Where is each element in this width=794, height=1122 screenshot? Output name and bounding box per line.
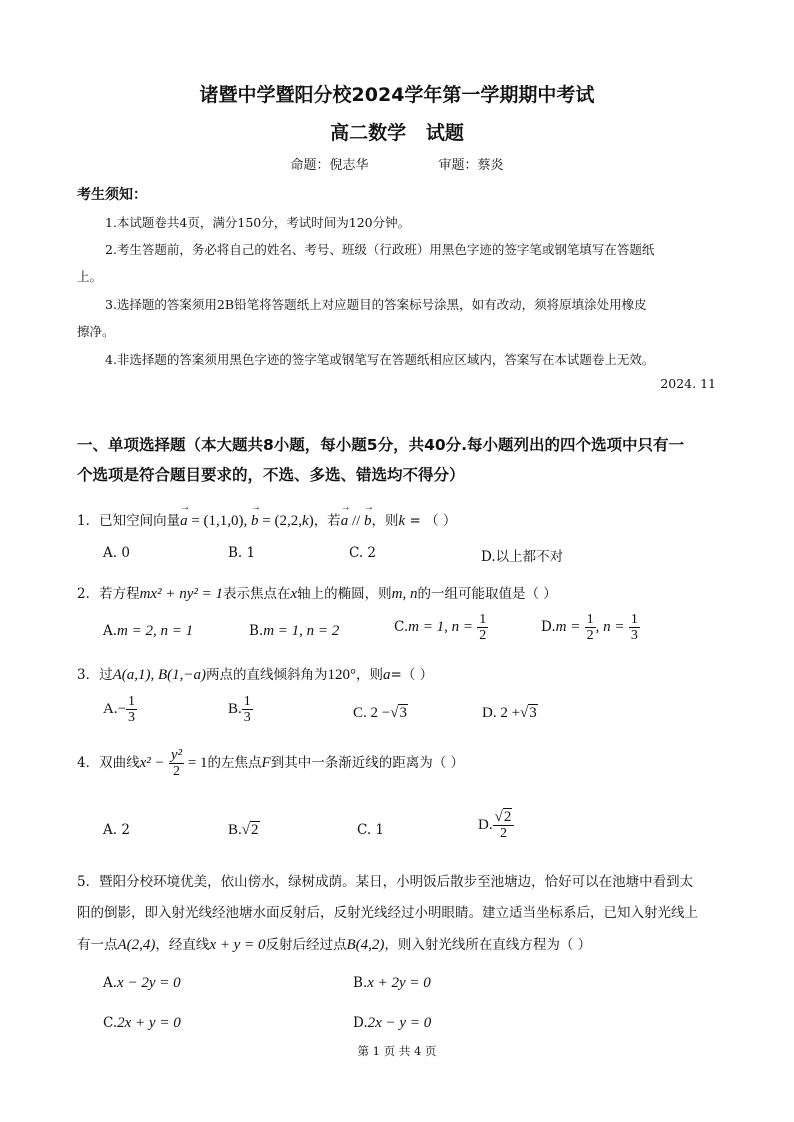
sqrt: √2 xyxy=(241,822,259,838)
section-heading-line1: 一、单项选择题（本大题共8小题，每小题5分，共40分.每小题列出的四个选项中只有一 xyxy=(77,436,685,454)
fraction: $\frac{1}{3}$ xyxy=(243,694,251,725)
author-line xyxy=(0,154,794,173)
question-3: 3．过A(a,1), B(1,−a)两点的直线倾斜角为120°，则a=（ ） xyxy=(77,667,434,683)
notice-item-1: 1.本试题卷共4页，满分150分，考试时间为120分钟。 xyxy=(105,215,411,230)
q1-option-a: A. 0 xyxy=(103,545,130,561)
q5-option-c: C.2x + y = 0 xyxy=(103,1015,181,1031)
notice-item-2-cont: 上。 xyxy=(77,269,103,284)
q5-option-a: A.x − 2y = 0 xyxy=(103,975,181,991)
fraction: $\frac{1}{3}$ xyxy=(128,694,136,725)
q3-option-b: B. $\frac{1}{3}$ xyxy=(228,694,251,725)
author-label: 命题：倪志华 xyxy=(290,158,369,173)
exam-date: 2024. 11 xyxy=(660,376,716,391)
notice-item-3: 3.选择题的答案须用2B铅笔将答题纸上对应题目的答案标号涂黑，如有改动，须将原填涂处用橡皮 xyxy=(105,297,647,312)
fraction: $\frac{√2}{2}$ xyxy=(493,810,515,841)
q1-option-c: C. 2 xyxy=(349,545,377,561)
question-5-line1: 5．暨阳分校环境优美，依山傍水，绿树成荫。某日，小明饭后散步至池塘边，恰好可以在池塘中看到太 xyxy=(77,874,694,890)
sqrt: √3 xyxy=(390,705,407,721)
fraction: $\frac{1}{2}$ xyxy=(586,612,594,643)
q2-option-a: A.m = 2, n = 1 xyxy=(103,623,194,639)
q2-option-d: D.m = $\frac{1}{2}$ , n = $\frac{1}{3}$ xyxy=(541,612,638,643)
question-5-line3: 有一点A(2,4)，经直线x + y = 0反射后经过点B(4,2)，则入射光线所在直线方程为（ ） xyxy=(77,937,592,953)
q2-option-c: C.m = 1, n = $\frac{1}{2}$ xyxy=(394,612,487,643)
q5-option-b: B.x + 2y = 0 xyxy=(353,975,431,991)
question-5-line2: 阳的倒影，即入射光线经池塘水面反射后，反射光线经过小明眼睛。建立适当坐标系后，已知入射光线上 xyxy=(77,905,698,921)
q3-option-d: D. 2 +√3 xyxy=(482,705,537,721)
q4-option-a: A. 2 xyxy=(103,822,130,838)
sqrt: √3 xyxy=(520,705,537,721)
page-footer: 第 1 页 共 4 页 xyxy=(357,1044,437,1058)
reviewer-label: 审题：蔡炎 xyxy=(438,158,504,173)
notice-item-2: 2.考生答题前，务必将自己的姓名、考号、班级（行政班）用黑色字迹的签字笔或钢笔填写在答题纸 xyxy=(105,242,655,257)
exam-subtitle: 高二数学 试题 xyxy=(330,122,464,144)
fraction: $\frac{\text{y²}}{2}$ xyxy=(170,747,183,779)
q3-option-a: A.− $\frac{1}{3}$ xyxy=(103,694,136,725)
notice-item-4: 4.非选择题的答案须用黑色字迹的签字笔或钢笔写在答题纸相应区域内，答案写在本试题卷上无效。 xyxy=(105,352,655,367)
q4-option-d: D. $\frac{√2}{2}$ xyxy=(478,810,514,841)
section-heading-line2: 个选项是符合题目要求的，不选、多选、错选均不得分） xyxy=(77,466,465,484)
q2-option-b: B.m = 1, n = 2 xyxy=(249,623,340,639)
q3-option-c: C. 2 −√3 xyxy=(353,705,407,721)
exam-title: 诸暨中学暨阳分校2024学年第一学期期中考试 xyxy=(199,84,595,106)
q4-option-b: B.√2 xyxy=(228,822,259,838)
q1-option-d: D.以上都不对 xyxy=(481,549,564,565)
notice-item-3-cont: 擦净。 xyxy=(77,324,115,339)
q5-option-d: D.2x − y = 0 xyxy=(353,1015,432,1031)
q4-option-c: C. 1 xyxy=(357,822,385,838)
fraction: $\frac{1}{3}$ xyxy=(630,612,638,643)
notice-heading: 考生须知： xyxy=(77,187,147,203)
question-2: 2．若方程mx² + ny² = 1表示焦点在x轴上的椭圆，则m, n的一组可能取值是（ ） xyxy=(77,586,557,602)
q1-option-b: B. 1 xyxy=(228,545,256,561)
question-4: 4．双曲线x² − $\frac{\text{y²}}{2}$ = 1的左焦点F到其中一条渐近线的距离为（ ） xyxy=(77,747,465,779)
question-1: 1．已知空间向量→ a = (1,1,0), → b = (2,2,k)，若→ a // → b，则k = （ ） xyxy=(77,509,456,530)
fraction: $\frac{1}{2}$ xyxy=(479,612,487,643)
